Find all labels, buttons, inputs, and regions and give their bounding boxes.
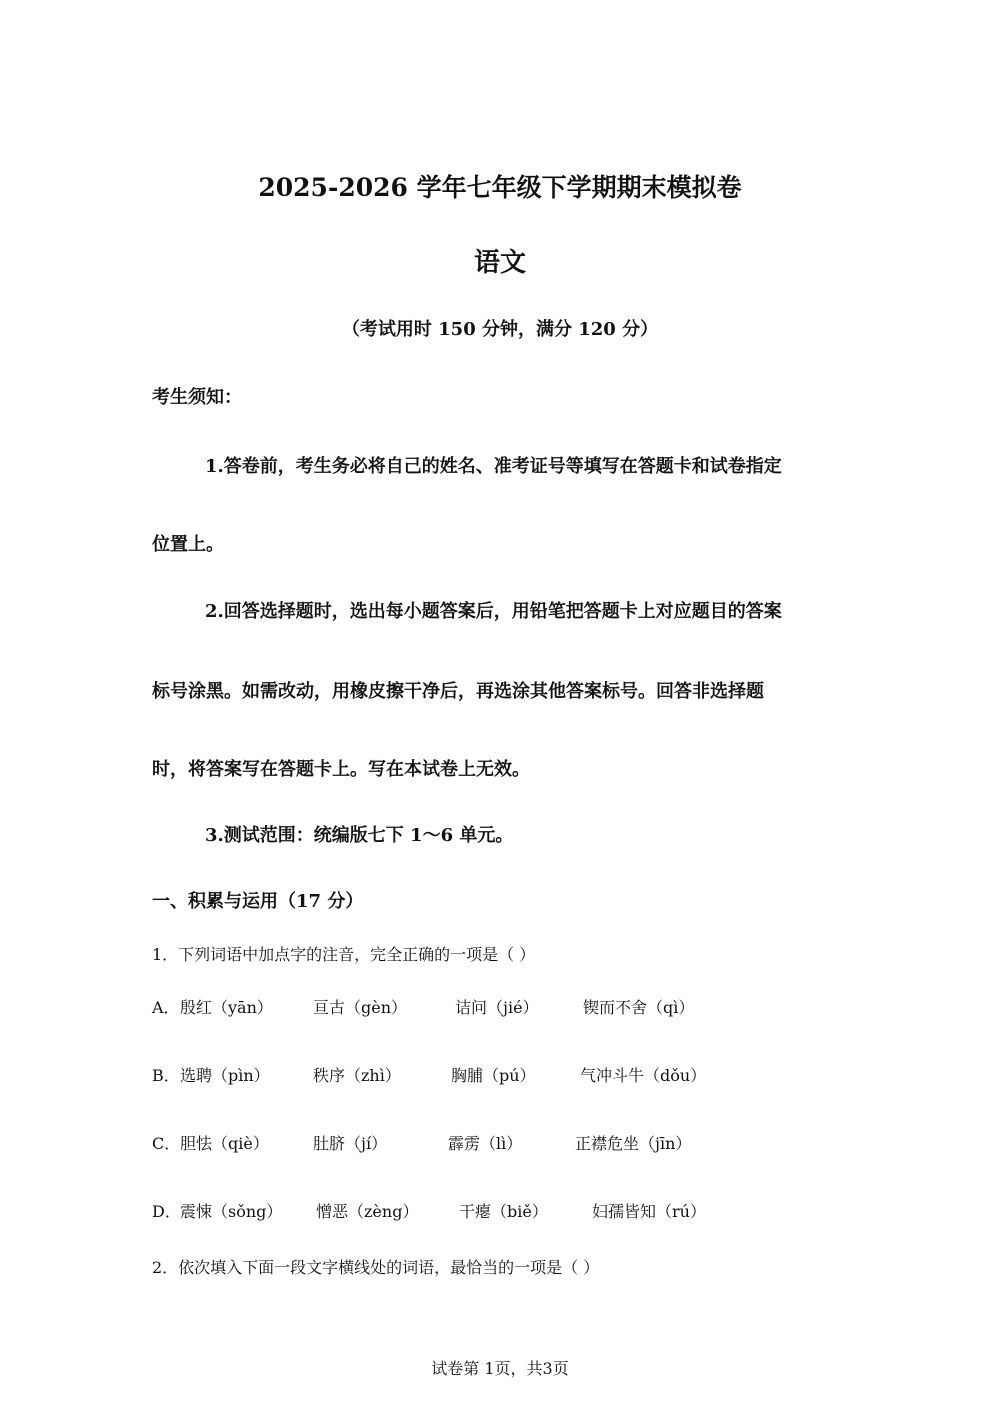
- notice-heading: 考生须知：: [152, 387, 242, 408]
- notice-line: 时，将答案写在答题卡上。写在本试卷上无效。: [152, 759, 530, 780]
- notice-line: 2.回答选择题时，选出每小题答案后，用铅笔把答题卡上对应题目的答案: [205, 601, 782, 622]
- subject-title: 语文: [473, 248, 526, 278]
- option-label: B．: [152, 1066, 180, 1085]
- notice-line: 标号涂黑。如需改动，用橡皮擦干净后，再选涂其他答案标号。回答非选择题: [152, 681, 764, 702]
- option-item: 胸脯（pú）: [451, 1066, 536, 1085]
- option-item: 憎恶（zèng）: [316, 1202, 419, 1221]
- option-item: 亘古（gèn）: [313, 998, 408, 1017]
- option-item: 诘问（jié）: [455, 998, 539, 1017]
- option-item: 干瘪（biě）: [459, 1202, 548, 1221]
- notice-line: 位置上。: [152, 534, 224, 555]
- option-item: 选聘（pìn）: [180, 1066, 270, 1085]
- question-1-stem: 1．下列词语中加点字的注音，完全正确的一项是（ ）: [152, 945, 536, 964]
- option-item: 秩序（zhì）: [313, 1066, 401, 1085]
- option-item: 肚脐（jí）: [313, 1134, 388, 1153]
- option-item: 胆怯（qiè）: [180, 1134, 269, 1153]
- notice-line: 3.测试范围：统编版七下 1～6 单元。: [205, 825, 514, 846]
- exam-info: （考试用时 150 分钟，满分 120 分）: [341, 319, 659, 340]
- page-footer: 试卷第 1页，共3页: [431, 1359, 569, 1378]
- option-label: C．: [152, 1134, 181, 1153]
- option-item: 妇孺皆知（rú）: [592, 1202, 706, 1221]
- option-item: 震悚（sǒng）: [180, 1202, 283, 1221]
- option-item: 殷红（yān）: [180, 998, 273, 1017]
- section-heading: 一、积累与运用（17 分）: [152, 891, 364, 912]
- option-item: 正襟危坐（jīn）: [575, 1134, 692, 1153]
- exam-title: 2025-2026 学年七年级下学期期末模拟卷: [258, 173, 742, 202]
- question-2-stem: 2．依次填入下面一段文字横线处的词语，最恰当的一项是（ ）: [152, 1258, 600, 1277]
- option-label: D．: [152, 1202, 181, 1221]
- option-item: 霹雳（lì）: [448, 1134, 523, 1153]
- option-item: 气冲斗牛（dǒu）: [580, 1066, 707, 1085]
- option-label: A．: [152, 998, 180, 1017]
- notice-line: 1.答卷前，考生务必将自己的姓名、准考证号等填写在答题卡和试卷指定: [205, 456, 782, 477]
- option-item: 锲而不舍（qì）: [583, 998, 695, 1017]
